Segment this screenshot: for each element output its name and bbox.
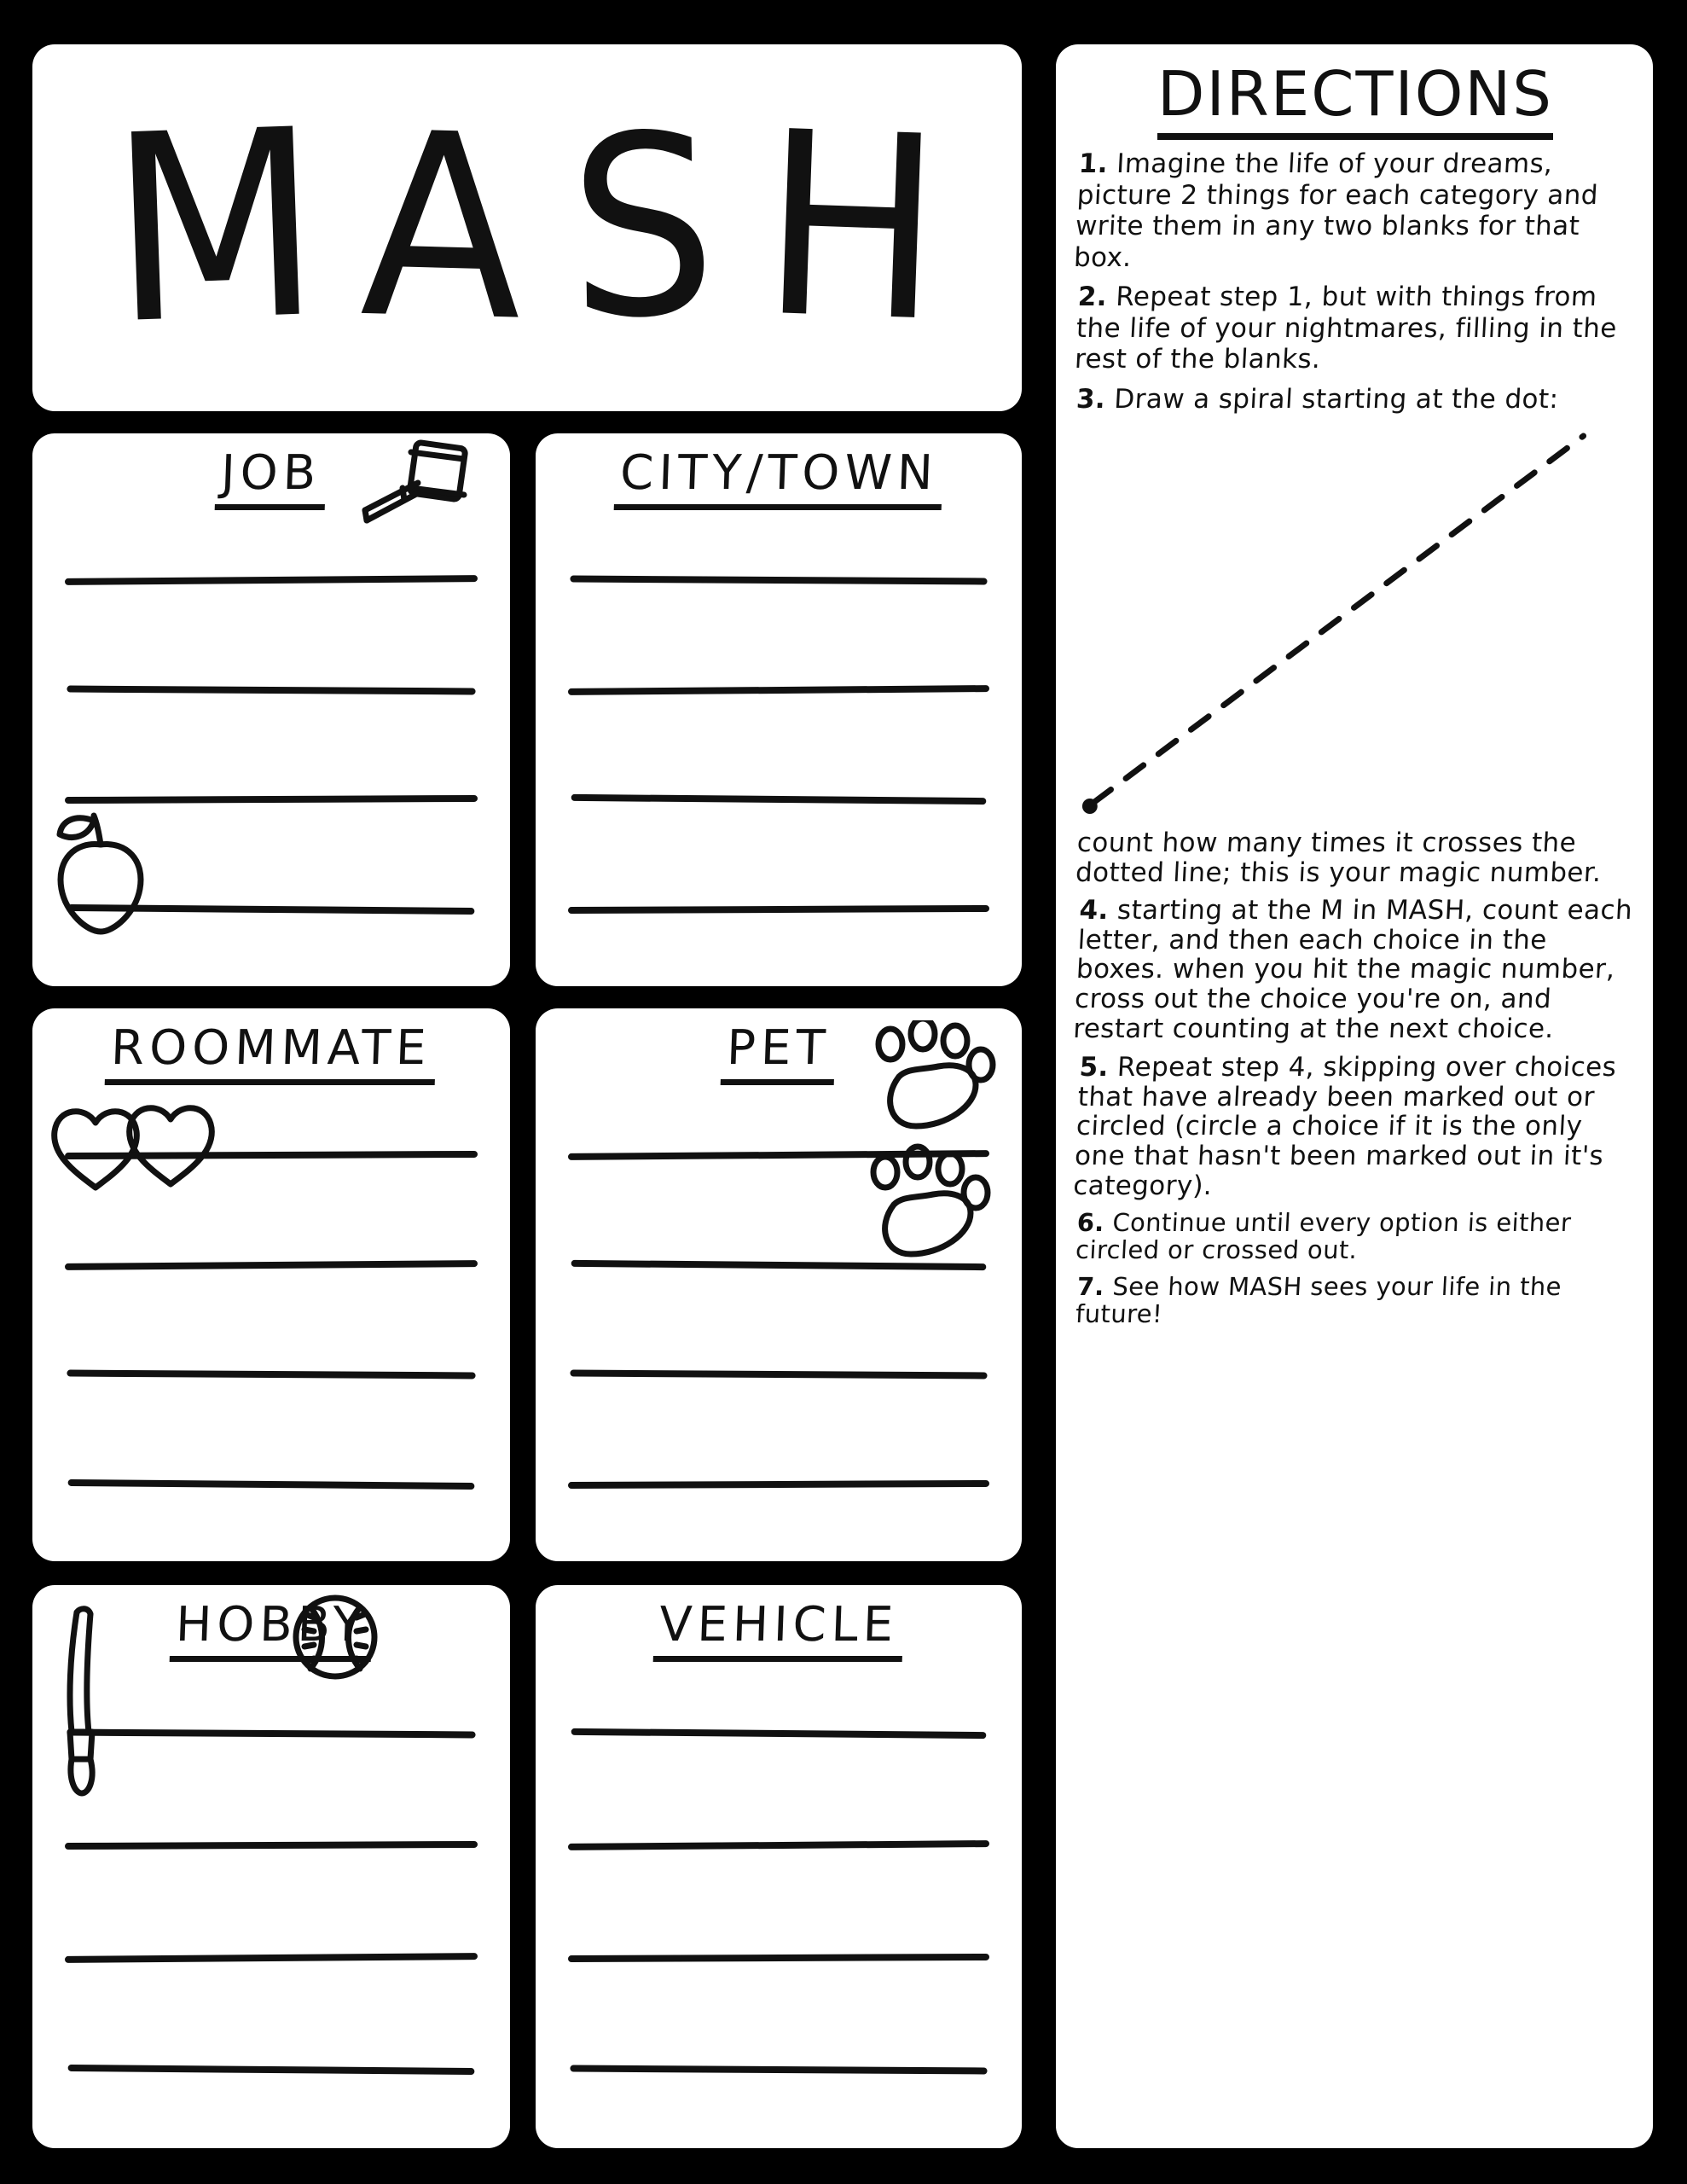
category-title-pet: PET [536, 1020, 1022, 1085]
direction-step-3 [1075, 384, 1635, 415]
category-title-hobby: HOBBY [32, 1597, 510, 1662]
step-number: 5. [1078, 1051, 1110, 1083]
blank-line[interactable] [568, 1480, 989, 1489]
category-title-citytown: CITY/TOWN [536, 445, 1022, 510]
mash-letter-h: H [757, 76, 947, 379]
direction-step-7 [1075, 1273, 1635, 1328]
category-title-vehicle: VEHICLE [536, 1597, 1022, 1662]
mash-title-letters [32, 44, 1022, 411]
step-text: Imagine the life of your dreams, picture 2 things for each category and write them in any two blanks for that box. [1073, 148, 1599, 273]
dotted-diagonal-line [1076, 419, 1634, 820]
step-text: Repeat step 1, but with things from the life of your nightmares, filling in the rest of the blanks. [1074, 282, 1618, 375]
blank-line[interactable] [65, 1151, 478, 1159]
blank-line[interactable] [568, 1150, 989, 1160]
direction-step-4 [1072, 896, 1638, 1044]
blank-line[interactable] [65, 1260, 478, 1270]
step-number: 3. [1075, 384, 1107, 415]
category-box-job[interactable] [32, 433, 510, 986]
step-text: count how many times it crosses the dotted line; this is your magic number. [1075, 827, 1603, 888]
blank-line[interactable] [65, 575, 478, 585]
blank-line[interactable] [570, 576, 987, 585]
category-box-citytown[interactable] [536, 433, 1022, 986]
category-box-pet[interactable] [536, 1008, 1022, 1561]
direction-step-2 [1074, 282, 1637, 375]
blank-line[interactable] [571, 794, 987, 804]
step-number: 4. [1078, 895, 1110, 926]
step-text: starting at the M in MASH, count each letter, and then each choice in the boxes. when you hit the magic number, cross out the choice you're on, and restart counting at the next choice. [1072, 895, 1633, 1044]
step-number: 6. [1075, 1208, 1105, 1238]
blank-line[interactable] [68, 2065, 475, 2075]
category-box-roommate[interactable] [32, 1008, 510, 1561]
mash-letter-a: A [357, 77, 527, 378]
blank-line[interactable] [65, 795, 478, 804]
blank-line[interactable] [68, 904, 475, 915]
blank-lines-job[interactable] [65, 526, 478, 964]
mash-letter-s: S [567, 80, 719, 375]
blank-line[interactable] [571, 1260, 987, 1270]
baseball-icon [288, 1590, 382, 1684]
blank-lines-hobby[interactable] [65, 1677, 478, 2126]
step-text: Repeat step 4, skipping over choices that have already been marked out or circled (circle a choice if it is the only one that hasn't been marked out in it's category). [1072, 1051, 1618, 1201]
direction-magic-number-note [1075, 828, 1636, 887]
step-text: See how MASH sees your life in the future! [1075, 1272, 1562, 1329]
direction-step-5 [1072, 1053, 1638, 1201]
blank-line[interactable] [570, 2065, 987, 2075]
spiral-start-dot [1082, 799, 1098, 814]
blank-line[interactable] [67, 1370, 475, 1380]
category-box-hobby[interactable] [32, 1585, 510, 2148]
blank-line[interactable] [568, 1840, 989, 1850]
blank-line[interactable] [68, 1479, 475, 1490]
category-title-roommate: ROOMMATE [32, 1020, 510, 1085]
category-title-job: JOB [32, 445, 510, 510]
directions-heading: DIRECTIONS [1076, 58, 1634, 140]
spiral-drawing-area[interactable] [1076, 419, 1634, 820]
blank-line[interactable] [568, 905, 989, 914]
blank-lines-citytown[interactable] [568, 526, 989, 964]
category-box-vehicle[interactable] [536, 1585, 1022, 2148]
step-text: Continue until every option is either circled or crossed out. [1075, 1208, 1573, 1265]
blank-line[interactable] [65, 1841, 478, 1850]
step-number: 2. [1076, 282, 1109, 313]
blank-line[interactable] [67, 1728, 475, 1738]
blank-lines-vehicle[interactable] [568, 1677, 989, 2126]
step-number: 7. [1075, 1272, 1105, 1302]
blank-lines-roommate[interactable] [65, 1101, 478, 1539]
direction-step-6 [1075, 1209, 1635, 1264]
directions-panel [1056, 44, 1653, 2148]
blank-line[interactable] [65, 1953, 478, 1963]
step-text: Draw a spiral starting at the dot: [1113, 384, 1560, 415]
direction-step-1 [1073, 148, 1638, 273]
blank-line[interactable] [570, 1370, 987, 1380]
blank-line[interactable] [568, 1954, 989, 1962]
blank-line[interactable] [571, 1728, 987, 1739]
mash-title-card [32, 44, 1022, 411]
blank-line[interactable] [568, 685, 989, 695]
blank-line[interactable] [67, 685, 475, 694]
mash-letter-m: M [105, 73, 325, 382]
blank-lines-pet[interactable] [568, 1101, 989, 1539]
step-number: 1. [1077, 148, 1109, 179]
